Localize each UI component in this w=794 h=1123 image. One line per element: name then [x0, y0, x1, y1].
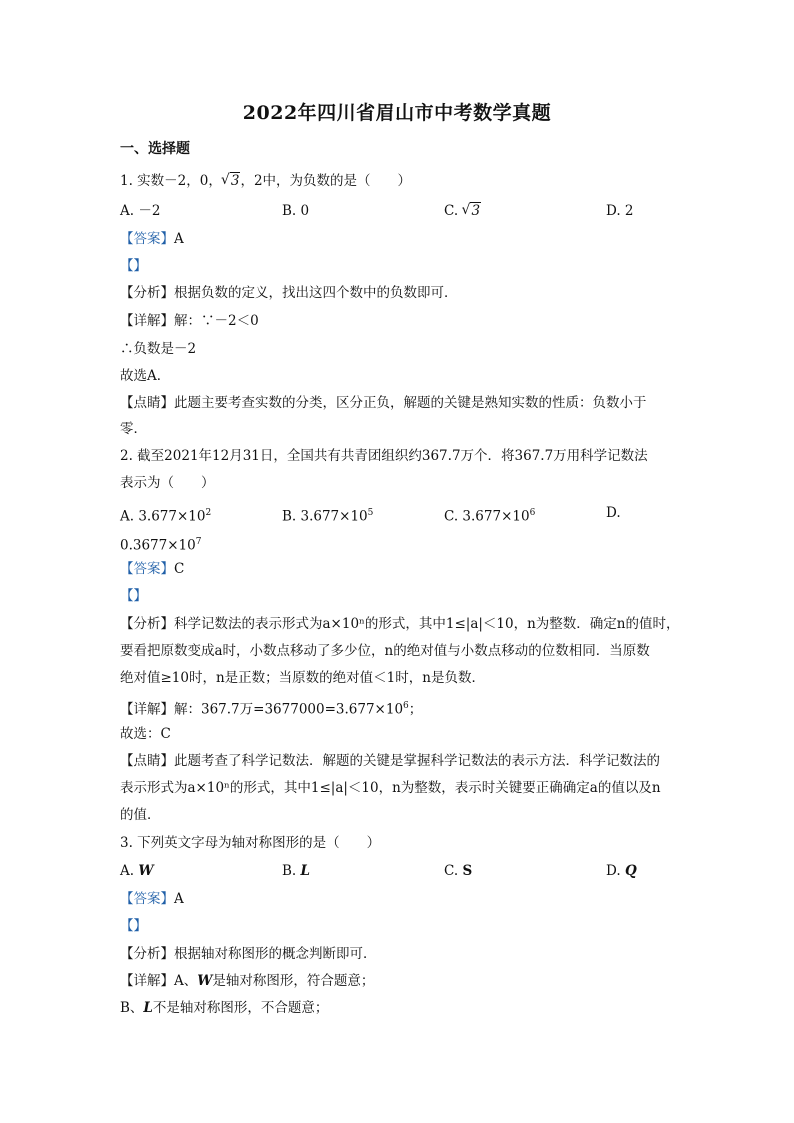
analysis-line: 【分析】根据负数的定义，找出这四个数中的负数即可． — [120, 285, 458, 301]
blank-bracket: 【】 — [120, 258, 147, 274]
analysis-line: 要看把原数变成a时，小数点移动了多少位，n的绝对值与小数点移动的位数相同．当原数 — [120, 643, 650, 659]
answer-line: 【答案】A — [120, 231, 184, 247]
option-b: B. $3.677\times 10^5$ — [282, 508, 374, 525]
analysis-line: 【分析】科学记数法的表示形式为a×10ⁿ的形式，其中1≤|a|＜10，n为整数．确定n的值时， — [120, 616, 680, 632]
option-c: C. S — [444, 863, 473, 879]
answer-line: 【答案】C — [120, 561, 185, 577]
blank-bracket: 【】 — [120, 588, 147, 604]
detail-line: 故选：C — [120, 726, 171, 742]
question-2-stem: 2. 截至2021年12月31日，全国共有共青团组织约367.7万个．将367.7万用科学记数法 — [120, 448, 648, 464]
comment-line: 【点睛】此题考查了科学记数法．解题的关键是掌握科学记数法的表示方法．科学记数法的 — [120, 753, 660, 769]
option-d: D. — [606, 505, 621, 521]
option-a: A. －2 — [120, 203, 161, 219]
option-d: D. Q — [606, 863, 637, 879]
detail-line: ∴负数是－2 — [120, 341, 197, 357]
option-b: B. L — [282, 863, 311, 879]
detail-line: 【详解】解：367.7万$=3677000=3.677\times 10^6$； — [120, 701, 423, 718]
option-c: C. $3.677\times 10^6$ — [444, 508, 536, 525]
analysis-line: 绝对值≥10时，n是正数；当原数的绝对值＜1时，n是负数． — [120, 670, 485, 686]
comment-line: 表示形式为a×10ⁿ的形式，其中1≤|a|＜10，n为整数，表示时关键要正确确定a的值以及n — [120, 780, 661, 796]
option-a: A. $3.677\times 10^2$ — [120, 508, 212, 525]
question-3-stem: 3. 下列英文字母为轴对称图形的是（ ） — [120, 835, 381, 851]
option-c: C. √ 3 — [444, 202, 481, 220]
detail-line: 【详解】解：∵－2＜0 — [120, 313, 259, 329]
comment-line: 零． — [120, 421, 147, 437]
question-3-options — [120, 862, 680, 880]
blank-bracket: 【】 — [120, 918, 147, 934]
sqrt-symbol: √ 3 — [222, 172, 241, 190]
question-1-options — [120, 202, 680, 220]
question-2-options — [120, 504, 680, 525]
option-b: B. 0 — [282, 203, 310, 219]
option-d-value: $0.3677\times 10^7$ — [120, 537, 202, 554]
option-a: A. W — [120, 863, 154, 879]
question-2-stem: 表示为（ ） — [120, 475, 215, 491]
section-heading: 一、选择题 — [120, 141, 190, 157]
detail-line: B、L不是轴对称图形，不合题意； — [120, 1000, 329, 1016]
answer-line: 【答案】A — [120, 891, 184, 907]
question-1-stem: 1. 实数－2，0，√ 3，2中，为负数的是（ ） — [120, 172, 411, 190]
detail-line: 故选A． — [120, 368, 171, 384]
comment-line: 的值． — [120, 807, 161, 823]
analysis-line: 【分析】根据轴对称图形的概念判断即可． — [120, 946, 377, 962]
page-title: 2022年四川省眉山市中考数学真题 — [242, 102, 552, 124]
comment-line: 【点睛】此题主要考查实数的分类，区分正负，解题的关键是熟知实数的性质：负数小于 — [120, 395, 647, 411]
option-d: D. 2 — [606, 203, 634, 219]
detail-line: 【详解】A、W是轴对称图形，符合题意； — [120, 973, 375, 989]
